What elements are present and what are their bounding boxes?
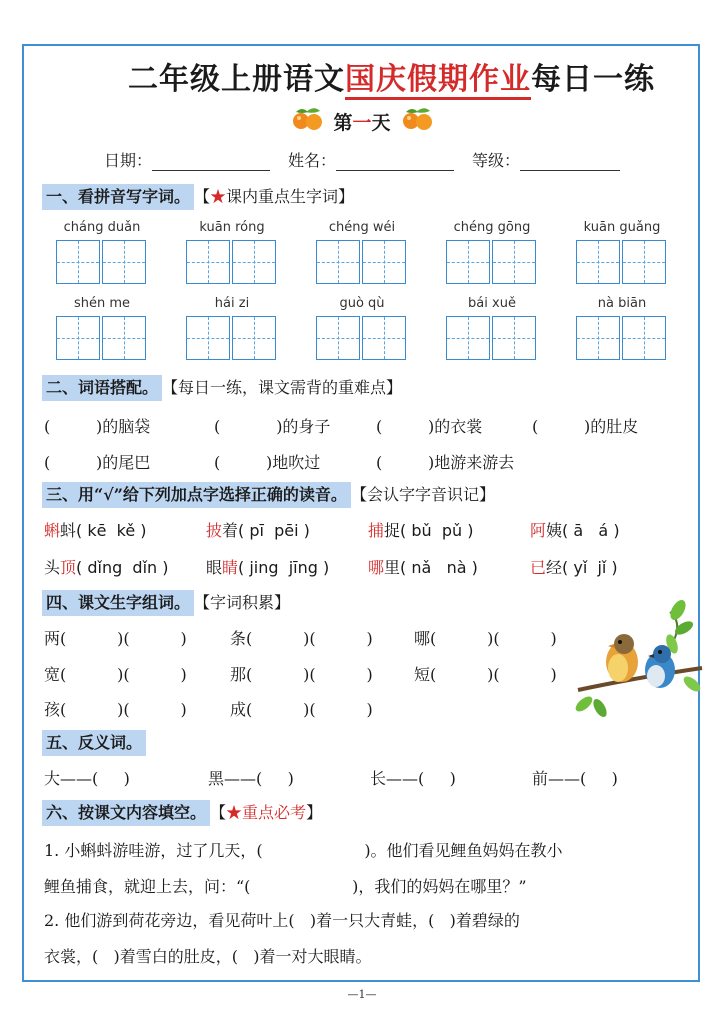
match-item[interactable]: ( )的身子	[214, 417, 331, 436]
section-4-note: 【字词积累】	[194, 593, 291, 612]
antonym-item[interactable]: 前——( )	[532, 769, 618, 788]
match-item[interactable]: ( )的肚皮	[532, 417, 639, 436]
zuci-item[interactable]: 条( )( )	[230, 629, 373, 648]
writing-box[interactable]	[102, 240, 146, 284]
section-2-heading	[42, 375, 402, 401]
char: 着	[222, 521, 239, 540]
star-icon: ★	[210, 187, 227, 206]
writing-box[interactable]	[186, 316, 230, 360]
date-label: 日期：	[104, 151, 153, 170]
section-2-title: 二、词语搭配。	[42, 375, 162, 401]
title-highlight: 国庆假期作业	[345, 62, 531, 100]
dotted-char: 顶	[60, 558, 77, 577]
reading-item[interactable]	[206, 518, 310, 541]
reading-options: ( ā á )	[562, 521, 620, 540]
reading-item[interactable]	[206, 555, 329, 578]
char: 眼	[206, 558, 223, 577]
match-item[interactable]: ( )的尾巴	[44, 453, 151, 472]
zuci-item[interactable]: 两( )( )	[44, 629, 187, 648]
writing-box[interactable]	[316, 316, 360, 360]
grade-blank[interactable]	[520, 154, 620, 171]
grade-field	[472, 148, 620, 171]
dotted-char: 阿	[530, 521, 547, 540]
pinyin-label: hái zi	[214, 296, 250, 311]
reading-options: ( nǎ nà )	[400, 558, 478, 577]
fill-line[interactable]: 衣裳，( )着雪白的肚皮，( )着一对大眼睛。	[44, 947, 372, 966]
reading-item[interactable]	[368, 555, 478, 578]
section-6-title: 六、按课文内容填空。	[42, 800, 210, 826]
day-number: 一	[352, 112, 372, 134]
reading-item[interactable]	[530, 518, 620, 541]
section-3-heading	[42, 482, 495, 508]
title-post: 每日一练	[531, 62, 655, 97]
fill-line[interactable]: 1. 小蝌蚪游哇游，过了几天，( )。他们看见鲤鱼妈妈在教小	[44, 841, 563, 860]
reading-item[interactable]	[44, 518, 147, 541]
reading-options: ( kē kě )	[76, 521, 147, 540]
reading-options: ( dǐng dǐn )	[76, 558, 169, 577]
antonym-item[interactable]: 大——( )	[44, 769, 130, 788]
section-6-note-close: 】	[306, 803, 323, 822]
section-6-heading	[42, 800, 322, 826]
dotted-char: 披	[206, 521, 223, 540]
section-1-note-open: 【	[194, 187, 211, 206]
fill-line[interactable]: 2. 他们游到荷花旁边，看见荷叶上( )着一只大青蛙，( )着碧绿的	[44, 911, 520, 930]
pinyin-label: cháng duǎn	[63, 220, 141, 235]
grade-label: 等级：	[472, 151, 521, 170]
reading-options: ( yǐ jǐ )	[562, 558, 618, 577]
name-blank[interactable]	[336, 154, 454, 171]
page-number: —1—	[347, 988, 377, 1001]
dotted-char: 捕	[368, 521, 385, 540]
reading-item[interactable]	[530, 555, 618, 578]
reading-item[interactable]	[368, 518, 473, 541]
day-post: 天	[371, 112, 391, 134]
reading-options: ( jing jīng )	[238, 558, 330, 577]
dotted-char: 哪	[368, 558, 385, 577]
page-title	[128, 54, 655, 98]
writing-box[interactable]	[446, 240, 490, 284]
zuci-item[interactable]: 哪( )( )	[414, 629, 557, 648]
section-4-heading	[42, 590, 290, 616]
section-1-title: 一、看拼音写字词。	[42, 184, 194, 210]
writing-box[interactable]	[102, 316, 146, 360]
day-label	[0, 108, 724, 135]
dotted-char: 蝌	[44, 521, 61, 540]
zuci-item[interactable]: 宽( )( )	[44, 665, 187, 684]
match-item[interactable]: ( )地吹过	[214, 453, 321, 472]
writing-box[interactable]	[362, 240, 406, 284]
reading-item[interactable]	[44, 555, 169, 578]
pinyin-label: chéng wéi	[328, 220, 396, 235]
name-field	[288, 148, 454, 171]
match-item[interactable]: ( )地游来游去	[376, 453, 515, 472]
reading-options: ( pī pēi )	[238, 521, 310, 540]
match-item[interactable]: ( )的衣裳	[376, 417, 483, 436]
char: 里	[384, 558, 401, 577]
birds-on-branch-illustration	[574, 592, 704, 722]
pinyin-label: chéng gōng	[453, 220, 531, 235]
section-6-note: 重点必考	[242, 803, 307, 822]
title-pre: 二年级上册语文	[128, 62, 345, 97]
section-3-title: 三、用“√”给下列加点字选择正确的读音。	[42, 482, 351, 508]
writing-box[interactable]	[362, 316, 406, 360]
writing-box[interactable]	[56, 240, 100, 284]
section-5-title: 五、反义词。	[42, 730, 146, 756]
pinyin-label: kuān róng	[199, 220, 265, 235]
section-6-note-open: 【	[210, 803, 227, 822]
antonym-item[interactable]: 黑——( )	[208, 769, 294, 788]
pinyin-label: guò qù	[339, 296, 385, 311]
star-icon: ★	[226, 803, 243, 822]
pinyin-label: shén me	[73, 296, 131, 311]
writing-box[interactable]	[316, 240, 360, 284]
dotted-char: 已	[530, 558, 547, 577]
char: 捉	[384, 521, 401, 540]
reading-options: ( bǔ pǔ )	[400, 521, 474, 540]
writing-box[interactable]	[492, 240, 536, 284]
pinyin-label: nà biān	[597, 296, 647, 311]
writing-box[interactable]	[622, 240, 666, 284]
date-blank[interactable]	[152, 154, 270, 171]
match-item[interactable]: ( )的脑袋	[44, 417, 151, 436]
zuci-item[interactable]: 成( )( )	[230, 700, 373, 719]
day-pre: 第	[333, 112, 353, 134]
date-field	[104, 148, 270, 171]
name-label: 姓名：	[288, 151, 337, 170]
char: 经	[546, 558, 563, 577]
section-3-note: 【会认字字音识记】	[350, 485, 495, 504]
writing-box[interactable]	[576, 316, 620, 360]
writing-box[interactable]	[446, 316, 490, 360]
writing-box[interactable]	[232, 240, 276, 284]
char: 头	[44, 558, 61, 577]
dotted-char: 睛	[222, 558, 239, 577]
char: 姨	[546, 521, 563, 540]
section-1-heading	[42, 184, 354, 210]
writing-box[interactable]	[492, 316, 536, 360]
writing-box[interactable]	[576, 240, 620, 284]
fill-line[interactable]: 鲤鱼捕食，就迎上去，问：“( )，我们的妈妈在哪里？”	[44, 877, 527, 896]
section-1-note: 课内重点生字词】	[226, 187, 355, 206]
zuci-item[interactable]: 短( )( )	[414, 665, 557, 684]
pinyin-label: bái xuě	[468, 296, 516, 311]
pinyin-label: kuān guǎng	[583, 220, 661, 235]
writing-box[interactable]	[56, 316, 100, 360]
antonym-item[interactable]: 长——( )	[370, 769, 456, 788]
zuci-item[interactable]: 那( )( )	[230, 665, 373, 684]
writing-box[interactable]	[186, 240, 230, 284]
section-2-note: 【每日一练，课文需背的重难点】	[162, 378, 403, 397]
char: 蚪	[60, 521, 77, 540]
section-4-title: 四、课文生字组词。	[42, 590, 194, 616]
section-5-heading	[42, 730, 146, 756]
writing-box[interactable]	[622, 316, 666, 360]
writing-box[interactable]	[232, 316, 276, 360]
zuci-item[interactable]: 孩( )( )	[44, 700, 187, 719]
